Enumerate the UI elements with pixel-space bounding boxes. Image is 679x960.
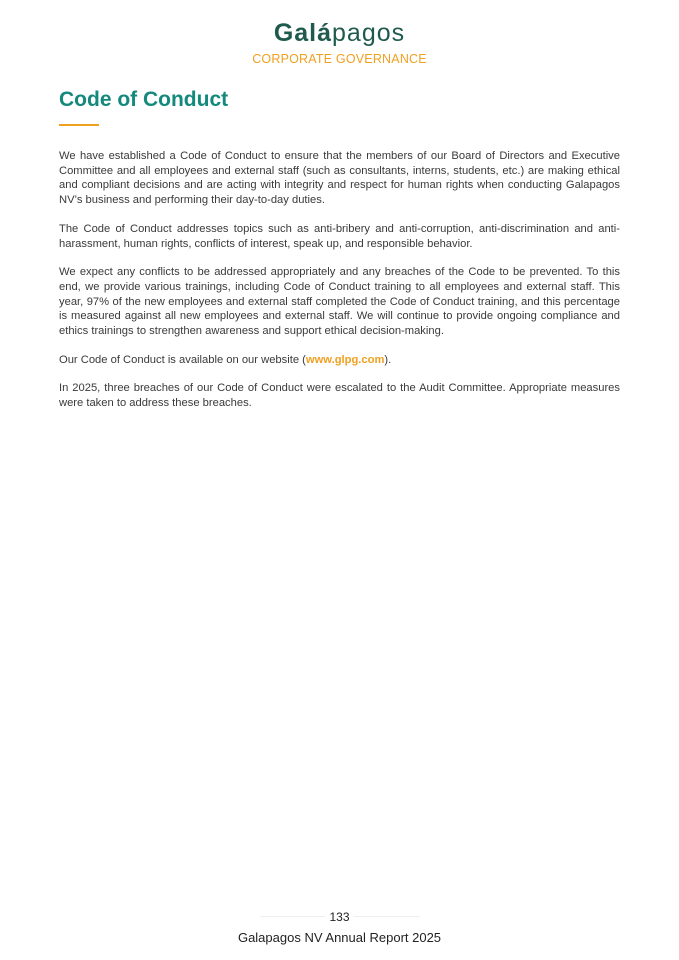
paragraph-topics: The Code of Conduct addresses topics such as anti-bribery and anti-corruption, anti-discrimination and anti-harassment, human rights, conflicts of interest, speak up, and responsible behavior. — [59, 222, 620, 250]
section-label: CORPORATE GOVERNANCE — [252, 52, 427, 66]
body-content — [59, 149, 620, 425]
paragraph-intro: We have established a Code of Conduct to ensure that the members of our Board of Directors and Executive Committee and all employees and external staff (such as consultants, interns, students, etc.) are making ethical and compliant decisions and are acting with integrity and respect for human rights when conducting Galapagos NV’s business and performing their day-to-day duties. — [59, 150, 620, 207]
website-text-after: ). — [384, 353, 392, 366]
website-link[interactable]: www.glpg.com — [305, 353, 385, 366]
page-footer — [0, 908, 679, 945]
page-number: 133 — [325, 910, 353, 924]
page-header — [0, 18, 679, 66]
paragraph-website — [59, 353, 620, 368]
paragraph-breaches: In 2025, three breaches of our Code of Conduct were escalated to the Audit Committee. Appropriate measures were taken to address these breaches. — [59, 382, 620, 410]
logo-bold-part: Galá — [273, 19, 333, 47]
galapagos-logo — [0, 18, 679, 48]
logo-light-part: pagos — [332, 19, 406, 47]
page-title: Code of Conduct — [59, 88, 229, 111]
website-text-before: Our Code of Conduct is available on our website ( — [59, 353, 306, 366]
title-underline — [59, 124, 99, 126]
report-title: Galapagos NV Annual Report 2025 — [237, 930, 442, 945]
paragraph-trainings: We expect any conflicts to be addressed appropriately and any breaches of the Code to be prevented. To this end, we provide various trainings, including Code of Conduct training to all employees and external staff. This year, 97% of the new employees and external staff completed the Code of Conduct training, and this percentage is measured against all new employees and external staff. We will continue to provide ongoing compliance and ethics trainings to strengthen awareness and support ethical decision-making. — [59, 266, 620, 338]
